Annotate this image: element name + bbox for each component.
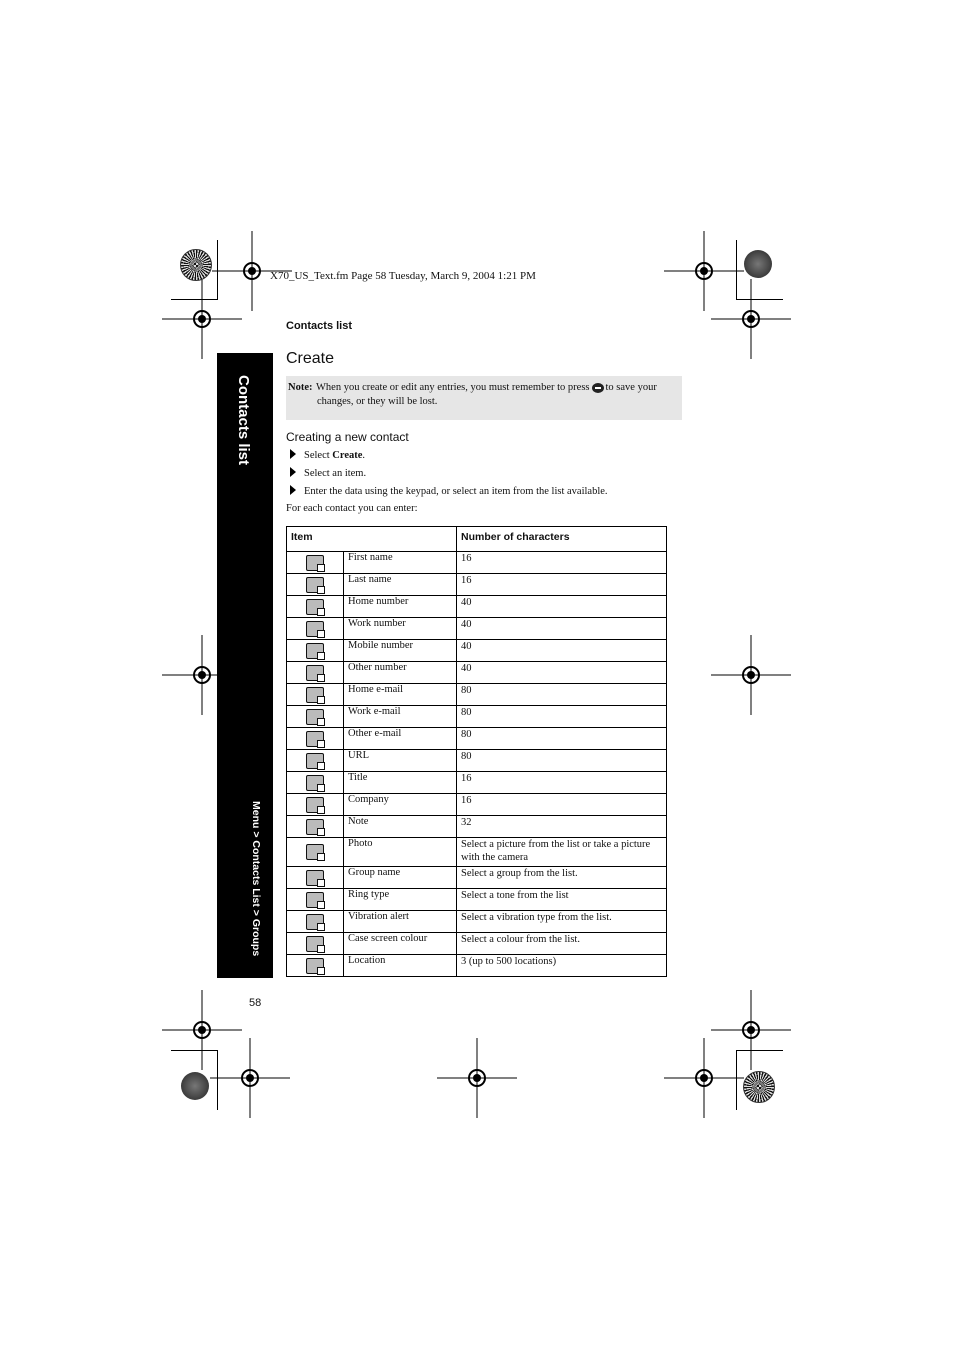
table-body	[287, 552, 667, 977]
vibration-alert-icon	[306, 914, 324, 930]
intro-text: For each contact you can enter:	[286, 503, 418, 514]
row-item-name: URL	[344, 750, 457, 772]
table-row	[287, 596, 667, 618]
table-row	[287, 772, 667, 794]
location-icon	[306, 958, 324, 974]
note-label: Note:	[288, 382, 313, 393]
row-item-name: Home e-mail	[344, 684, 457, 706]
row-item-value: Select a colour from the list.	[457, 933, 667, 955]
side-tab-menu-path: Menu > Contacts List > Groups	[250, 801, 262, 957]
case-screen-colour-icon	[306, 936, 324, 952]
table-row	[287, 838, 667, 867]
mobile-number-icon	[306, 643, 324, 659]
row-icon-cell	[287, 552, 344, 574]
row-item-value: 40	[457, 618, 667, 640]
row-icon-cell	[287, 838, 344, 867]
registration-mark-icon	[711, 279, 791, 359]
row-icon-cell	[287, 662, 344, 684]
registration-mark-icon	[437, 1038, 517, 1118]
row-item-value: 40	[457, 640, 667, 662]
home-email-icon	[306, 687, 324, 703]
url-icon	[306, 753, 324, 769]
other-email-icon	[306, 731, 324, 747]
row-icon-cell	[287, 750, 344, 772]
row-icon-cell	[287, 596, 344, 618]
running-head: Contacts list	[286, 320, 353, 332]
company-icon	[306, 797, 324, 813]
side-tab-title: Contacts list	[235, 375, 252, 466]
row-item-name: First name	[344, 552, 457, 574]
row-icon-cell	[287, 911, 344, 933]
work-email-icon	[306, 709, 324, 725]
group-name-icon	[306, 870, 324, 886]
note-text-before-icon: When you create or edit any entries, you must remember to press	[316, 382, 590, 393]
row-icon-cell	[287, 816, 344, 838]
row-item-value: 16	[457, 574, 667, 596]
table-row	[287, 684, 667, 706]
row-item-value: 80	[457, 728, 667, 750]
bullet-arrow-icon	[290, 449, 296, 459]
row-icon-cell	[287, 867, 344, 889]
row-item-name: Case screen colour	[344, 933, 457, 955]
first-name-icon	[306, 555, 324, 571]
row-icon-cell	[287, 640, 344, 662]
registration-mark-icon	[664, 1038, 744, 1118]
row-item-value: 16	[457, 772, 667, 794]
photo-icon	[306, 844, 324, 860]
row-item-name: Group name	[344, 867, 457, 889]
row-item-value: Select a tone from the list	[457, 889, 667, 911]
table-header-chars: Number of characters	[457, 527, 667, 552]
table-row	[287, 794, 667, 816]
row-item-name: Home number	[344, 596, 457, 618]
table-header-item: Item	[287, 527, 457, 552]
registration-mark-icon	[210, 1038, 290, 1118]
row-icon-cell	[287, 772, 344, 794]
step-item: Select Create.	[290, 449, 365, 461]
work-number-icon	[306, 621, 324, 637]
color-bar-starburst-icon	[743, 1071, 775, 1103]
row-item-name: Photo	[344, 838, 457, 867]
step-item: Select an item.	[290, 467, 366, 479]
row-item-value: 80	[457, 706, 667, 728]
table-row	[287, 662, 667, 684]
row-item-name: Company	[344, 794, 457, 816]
page-title: Create	[286, 350, 335, 367]
row-item-value: Select a picture from the list or take a picture with the camera	[457, 838, 667, 867]
row-icon-cell	[287, 794, 344, 816]
row-item-value: Select a group from the list.	[457, 867, 667, 889]
row-item-name: Work e-mail	[344, 706, 457, 728]
note-text-line2: changes, or they will be lost.	[317, 396, 438, 407]
last-name-icon	[306, 577, 324, 593]
table-row	[287, 867, 667, 889]
table-row	[287, 706, 667, 728]
table-header-row	[287, 527, 667, 552]
table-row	[287, 750, 667, 772]
row-item-value: 40	[457, 662, 667, 684]
note-text-after-icon: to save your	[605, 382, 657, 393]
subheading: Creating a new contact	[286, 430, 409, 444]
save-key-icon	[592, 383, 604, 393]
row-icon-cell	[287, 706, 344, 728]
other-number-icon	[306, 665, 324, 681]
table-row	[287, 816, 667, 838]
row-icon-cell	[287, 618, 344, 640]
registration-mark-icon	[162, 279, 242, 359]
row-item-name: Last name	[344, 574, 457, 596]
row-item-name: Work number	[344, 618, 457, 640]
row-icon-cell	[287, 955, 344, 977]
home-number-icon	[306, 599, 324, 615]
row-icon-cell	[287, 684, 344, 706]
row-icon-cell	[287, 574, 344, 596]
note-box	[286, 376, 682, 420]
note-icon	[306, 819, 324, 835]
bullet-arrow-icon	[290, 467, 296, 477]
row-item-name: Note	[344, 816, 457, 838]
row-item-name: Vibration alert	[344, 911, 457, 933]
bullet-arrow-icon	[290, 485, 296, 495]
table-row	[287, 911, 667, 933]
row-icon-cell	[287, 933, 344, 955]
contact-fields-table	[286, 526, 667, 977]
color-bar-gray-icon	[181, 1072, 209, 1100]
registration-mark-icon	[711, 635, 791, 715]
row-item-value: 16	[457, 552, 667, 574]
table-row	[287, 889, 667, 911]
row-icon-cell	[287, 889, 344, 911]
step-item: Enter the data using the keypad, or select an item from the list available.	[290, 485, 608, 497]
row-item-value: 3 (up to 500 locations)	[457, 955, 667, 977]
table-row	[287, 955, 667, 977]
note-text-line1	[316, 382, 657, 393]
table-row	[287, 552, 667, 574]
row-item-name: Title	[344, 772, 457, 794]
color-bar-gray-icon	[744, 250, 772, 278]
row-item-name: Mobile number	[344, 640, 457, 662]
table-row	[287, 640, 667, 662]
table-row	[287, 728, 667, 750]
table-row	[287, 618, 667, 640]
row-item-name: Other number	[344, 662, 457, 684]
page-number: 58	[249, 997, 262, 1009]
table-row	[287, 933, 667, 955]
ring-type-icon	[306, 892, 324, 908]
row-item-value: 16	[457, 794, 667, 816]
table-row	[287, 574, 667, 596]
row-item-value: 80	[457, 684, 667, 706]
row-item-value: 40	[457, 596, 667, 618]
title-icon	[306, 775, 324, 791]
print-slug: X70_US_Text.fm Page 58 Tuesday, March 9, 2004 1:21 PM	[270, 270, 536, 282]
row-item-value: 32	[457, 816, 667, 838]
side-tab	[217, 353, 273, 978]
row-item-name: Other e-mail	[344, 728, 457, 750]
row-item-name: Ring type	[344, 889, 457, 911]
row-icon-cell	[287, 728, 344, 750]
row-item-value: Select a vibration type from the list.	[457, 911, 667, 933]
row-item-value: 80	[457, 750, 667, 772]
color-bar-starburst-icon	[180, 249, 212, 281]
row-item-name: Location	[344, 955, 457, 977]
